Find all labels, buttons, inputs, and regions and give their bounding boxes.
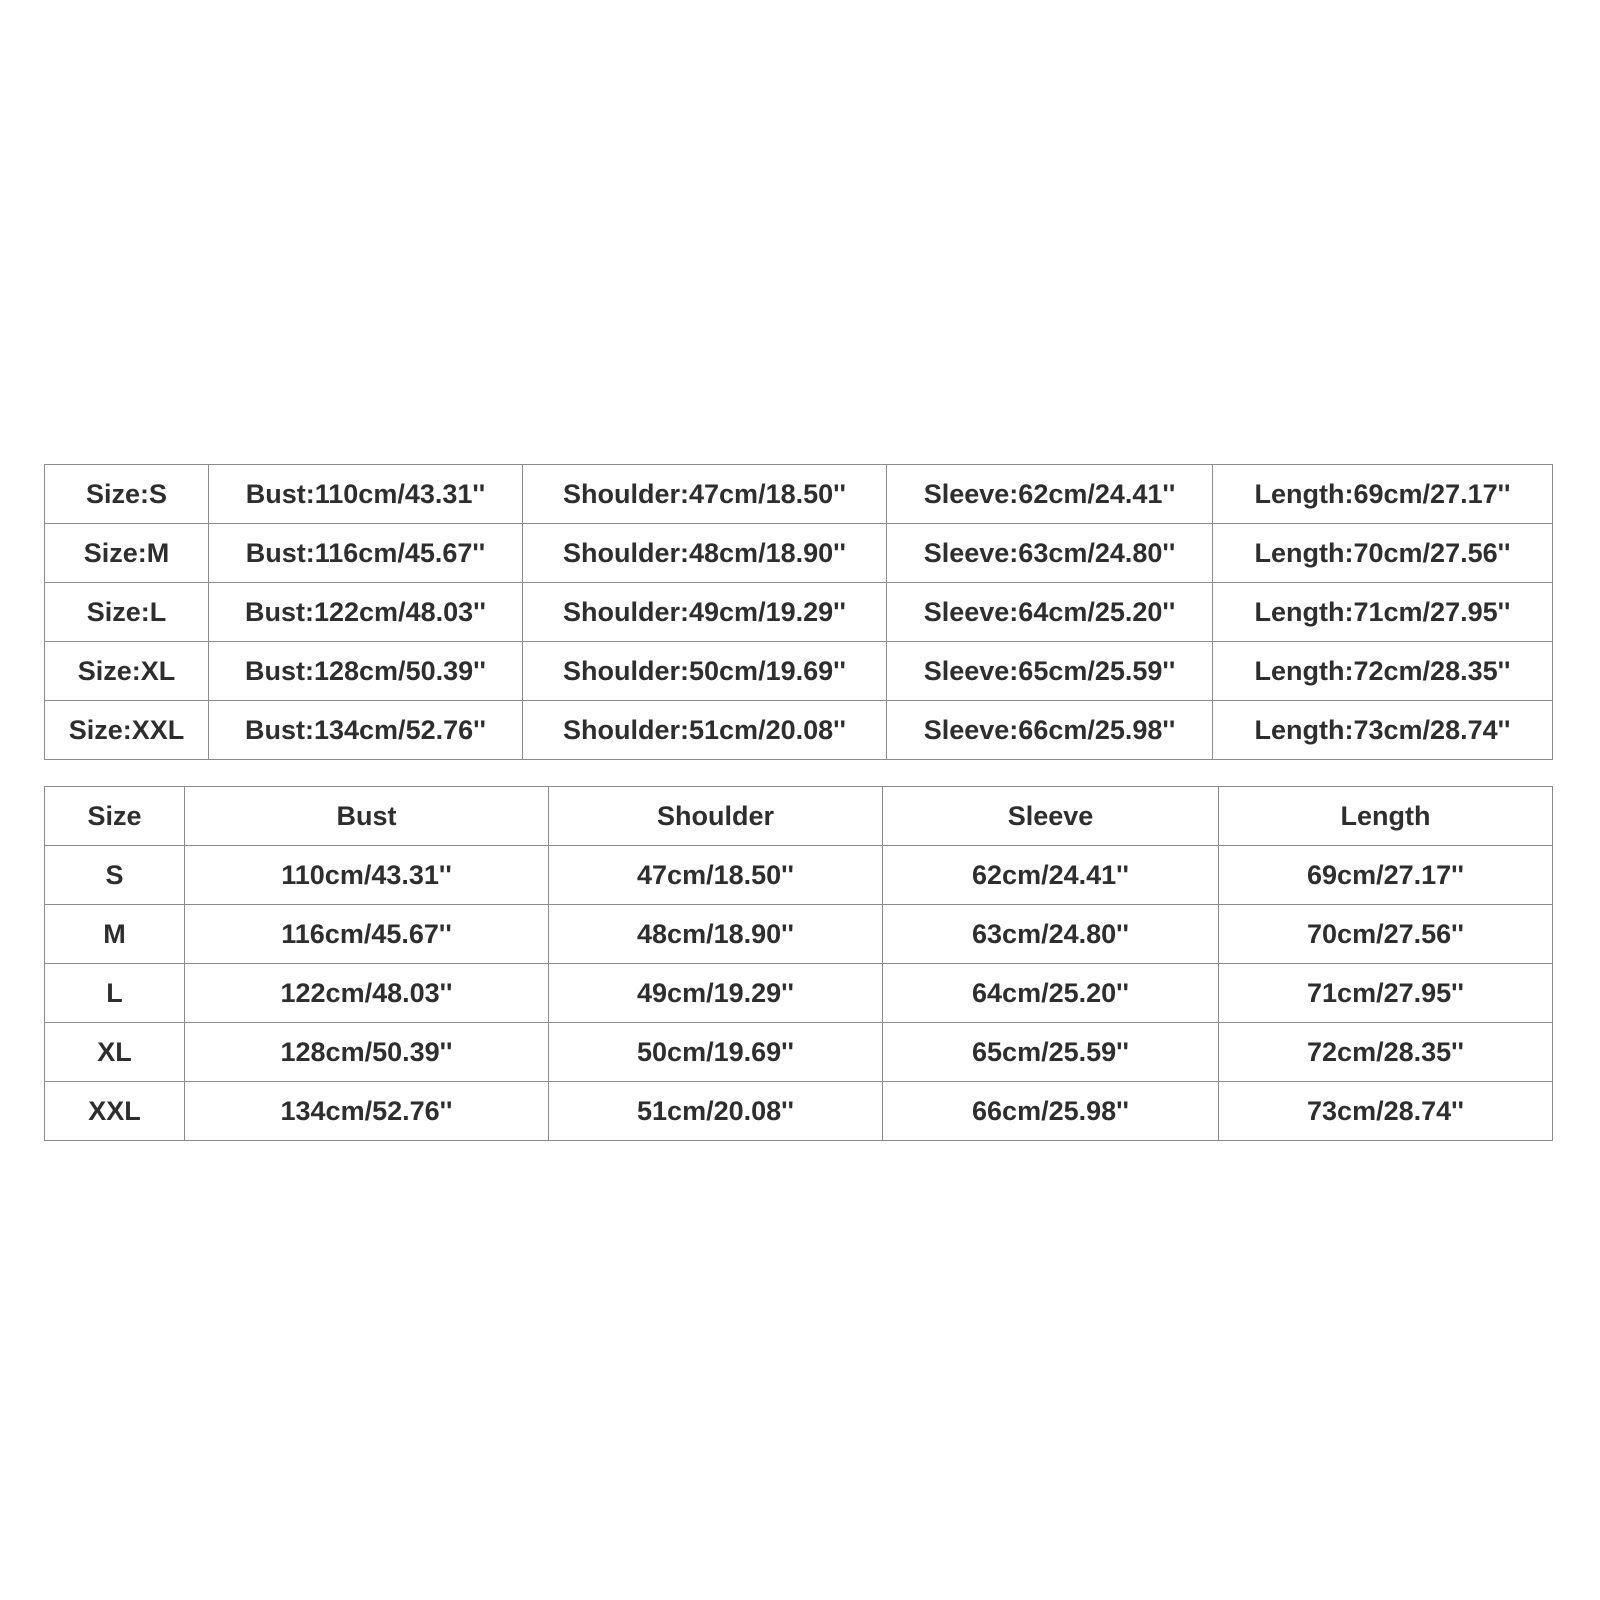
length-cell: 73cm/28.74'' — [1219, 1082, 1553, 1141]
table-row — [45, 964, 1553, 1023]
bust-cell: Bust:110cm/43.31'' — [209, 465, 523, 524]
shoulder-cell: 47cm/18.50'' — [549, 846, 883, 905]
size-cell: L — [45, 964, 185, 1023]
bust-cell: Bust:134cm/52.76'' — [209, 701, 523, 760]
table-row — [45, 642, 1553, 701]
sleeve-cell: 62cm/24.41'' — [883, 846, 1219, 905]
size-cell: M — [45, 905, 185, 964]
length-cell: 69cm/27.17'' — [1219, 846, 1553, 905]
header-sleeve: Sleeve — [883, 787, 1219, 846]
length-cell: 70cm/27.56'' — [1219, 905, 1553, 964]
size-cell: XXL — [45, 1082, 185, 1141]
shoulder-cell: 49cm/19.29'' — [549, 964, 883, 1023]
bust-cell: 122cm/48.03'' — [185, 964, 549, 1023]
size-cell: Size:XXL — [45, 701, 209, 760]
bust-cell: Bust:122cm/48.03'' — [209, 583, 523, 642]
size-cell: Size:XL — [45, 642, 209, 701]
sleeve-cell: 65cm/25.59'' — [883, 1023, 1219, 1082]
header-bust: Bust — [185, 787, 549, 846]
bust-cell: 134cm/52.76'' — [185, 1082, 549, 1141]
shoulder-cell: Shoulder:51cm/20.08'' — [523, 701, 887, 760]
length-cell: 72cm/28.35'' — [1219, 1023, 1553, 1082]
bust-cell: 128cm/50.39'' — [185, 1023, 549, 1082]
sleeve-cell: Sleeve:63cm/24.80'' — [887, 524, 1213, 583]
sleeve-cell: Sleeve:66cm/25.98'' — [887, 701, 1213, 760]
bust-cell: 116cm/45.67'' — [185, 905, 549, 964]
shoulder-cell: Shoulder:47cm/18.50'' — [523, 465, 887, 524]
size-chart-inline-table — [44, 464, 1553, 760]
sleeve-cell: Sleeve:64cm/25.20'' — [887, 583, 1213, 642]
sleeve-cell: Sleeve:65cm/25.59'' — [887, 642, 1213, 701]
length-cell: Length:71cm/27.95'' — [1213, 583, 1553, 642]
table-row — [45, 1023, 1553, 1082]
shoulder-cell: 51cm/20.08'' — [549, 1082, 883, 1141]
table-row — [45, 465, 1553, 524]
shoulder-cell: 48cm/18.90'' — [549, 905, 883, 964]
table-row — [45, 524, 1553, 583]
header-size: Size — [45, 787, 185, 846]
length-cell: 71cm/27.95'' — [1219, 964, 1553, 1023]
header-shoulder: Shoulder — [549, 787, 883, 846]
size-cell: Size:M — [45, 524, 209, 583]
length-cell: Length:69cm/27.17'' — [1213, 465, 1553, 524]
length-cell: Length:73cm/28.74'' — [1213, 701, 1553, 760]
shoulder-cell: Shoulder:49cm/19.29'' — [523, 583, 887, 642]
shoulder-cell: Shoulder:48cm/18.90'' — [523, 524, 887, 583]
size-cell: Size:L — [45, 583, 209, 642]
length-cell: Length:72cm/28.35'' — [1213, 642, 1553, 701]
size-cell: XL — [45, 1023, 185, 1082]
table-row — [45, 1082, 1553, 1141]
table-row — [45, 701, 1553, 760]
bust-cell: Bust:116cm/45.67'' — [209, 524, 523, 583]
shoulder-cell: Shoulder:50cm/19.69'' — [523, 642, 887, 701]
shoulder-cell: 50cm/19.69'' — [549, 1023, 883, 1082]
size-cell: S — [45, 846, 185, 905]
sleeve-cell: 66cm/25.98'' — [883, 1082, 1219, 1141]
table-header-row — [45, 787, 1553, 846]
table-row — [45, 905, 1553, 964]
sleeve-cell: 63cm/24.80'' — [883, 905, 1219, 964]
length-cell: Length:70cm/27.56'' — [1213, 524, 1553, 583]
table-row — [45, 583, 1553, 642]
sleeve-cell: Sleeve:62cm/24.41'' — [887, 465, 1213, 524]
sleeve-cell: 64cm/25.20'' — [883, 964, 1219, 1023]
table-row — [45, 846, 1553, 905]
header-length: Length — [1219, 787, 1553, 846]
bust-cell: Bust:128cm/50.39'' — [209, 642, 523, 701]
bust-cell: 110cm/43.31'' — [185, 846, 549, 905]
size-cell: Size:S — [45, 465, 209, 524]
size-chart-grid-table — [44, 786, 1553, 1141]
